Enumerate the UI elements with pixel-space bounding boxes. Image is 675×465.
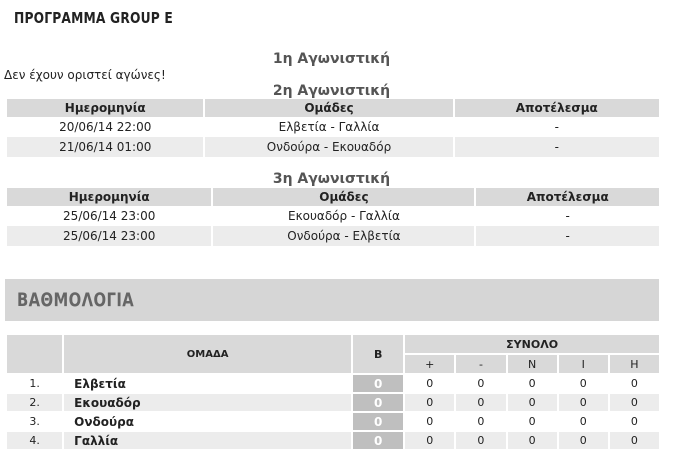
round-1-heading: 1η Αγωνιστική	[272, 51, 391, 67]
standings-banner	[5, 279, 659, 321]
stat-draws: 0	[559, 432, 608, 449]
col-result-header: Αποτέλεσμα	[476, 188, 659, 206]
match-date: 21/06/14 01:00	[7, 137, 203, 157]
stat-draws: 0	[579, 377, 587, 390]
stat-goals-for: 0	[426, 377, 434, 390]
match-result: -	[455, 137, 659, 157]
col-result-header: Αποτέλεσμα	[455, 99, 659, 117]
round-2-table	[5, 99, 661, 157]
stat-wins: 0	[508, 432, 557, 449]
stat-goals-against: 0	[477, 415, 485, 428]
goals-against-header: -	[456, 355, 505, 373]
no-matches-text: Δεν έχουν οριστεί αγώνες!	[4, 68, 166, 82]
points: 0	[353, 432, 403, 449]
standings-table	[5, 333, 661, 451]
points: 0	[353, 394, 403, 411]
match-row	[7, 226, 659, 246]
match-teams: Ονδούρα - Εκουαδόρ	[205, 137, 452, 157]
stat-wins: 0	[528, 377, 536, 390]
stat-goals-against: 0	[456, 432, 505, 449]
position: 1.	[29, 377, 40, 390]
goals-for-header: +	[405, 355, 454, 373]
col-date-header: Ημερομηνία	[7, 188, 211, 206]
standings-row	[7, 413, 659, 430]
position: 3.	[29, 415, 40, 428]
match-teams: Ονδούρα - Ελβετία	[213, 226, 474, 246]
team-name: Ονδούρα	[74, 414, 134, 429]
stat-losses: 0	[630, 377, 638, 390]
round-2-heading: 2η Αγωνιστική	[272, 83, 391, 99]
stat-goals-for: 0	[405, 394, 454, 411]
col-teams-header: Ομάδες	[213, 188, 474, 206]
stat-goals-against: 0	[456, 394, 505, 411]
stat-losses: 0	[630, 415, 638, 428]
col-date-header: Ημερομηνία	[7, 99, 203, 117]
stat-draws: 0	[579, 415, 587, 428]
standings-row	[7, 394, 659, 411]
position: 4.	[7, 432, 62, 449]
stat-wins: 0	[528, 415, 536, 428]
stat-goals-against: 0	[477, 377, 485, 390]
draws-header: Ι	[559, 355, 608, 373]
standings-title: ΒΑΘΜΟΛΟΓΙΑ	[17, 289, 135, 311]
points: 0	[353, 375, 403, 392]
points: 0	[353, 413, 403, 430]
match-row	[7, 206, 659, 226]
stat-goals-for: 0	[405, 432, 454, 449]
standings-row	[7, 432, 659, 449]
stat-wins: 0	[508, 394, 557, 411]
match-row	[7, 117, 659, 137]
match-date: 25/06/14 23:00	[7, 226, 211, 246]
total-header: ΣΥΝΟΛΟ	[405, 335, 659, 353]
pos-header	[7, 335, 62, 373]
match-row	[7, 137, 659, 157]
wins-header: Ν	[508, 355, 557, 373]
standings-row	[7, 375, 659, 392]
team-name: Εκουαδόρ	[64, 394, 351, 411]
position: 2.	[7, 394, 62, 411]
stat-draws: 0	[559, 394, 608, 411]
col-teams-header: Ομάδες	[205, 99, 452, 117]
match-result: -	[554, 120, 559, 134]
losses-header: Η	[610, 355, 659, 373]
match-result: -	[476, 226, 659, 246]
team-header: ΟΜΑΔΑ	[64, 335, 351, 373]
points-header: Β	[353, 335, 403, 373]
stat-losses: 0	[610, 394, 659, 411]
match-result: -	[565, 209, 570, 223]
team-name: Γαλλία	[64, 432, 351, 449]
stat-goals-for: 0	[426, 415, 434, 428]
match-teams: Ελβετία - Γαλλία	[278, 120, 380, 134]
match-teams: Εκουαδόρ - Γαλλία	[287, 209, 400, 223]
stat-losses: 0	[610, 432, 659, 449]
match-date: 25/06/14 23:00	[63, 209, 156, 223]
round-3-table	[5, 188, 661, 246]
page-title: ΠΡΟΓΡΑΜΜΑ GROUP E	[14, 9, 173, 27]
round-3-heading: 3η Αγωνιστική	[272, 171, 391, 187]
team-name: Ελβετία	[74, 376, 126, 391]
match-date: 20/06/14 22:00	[59, 120, 152, 134]
